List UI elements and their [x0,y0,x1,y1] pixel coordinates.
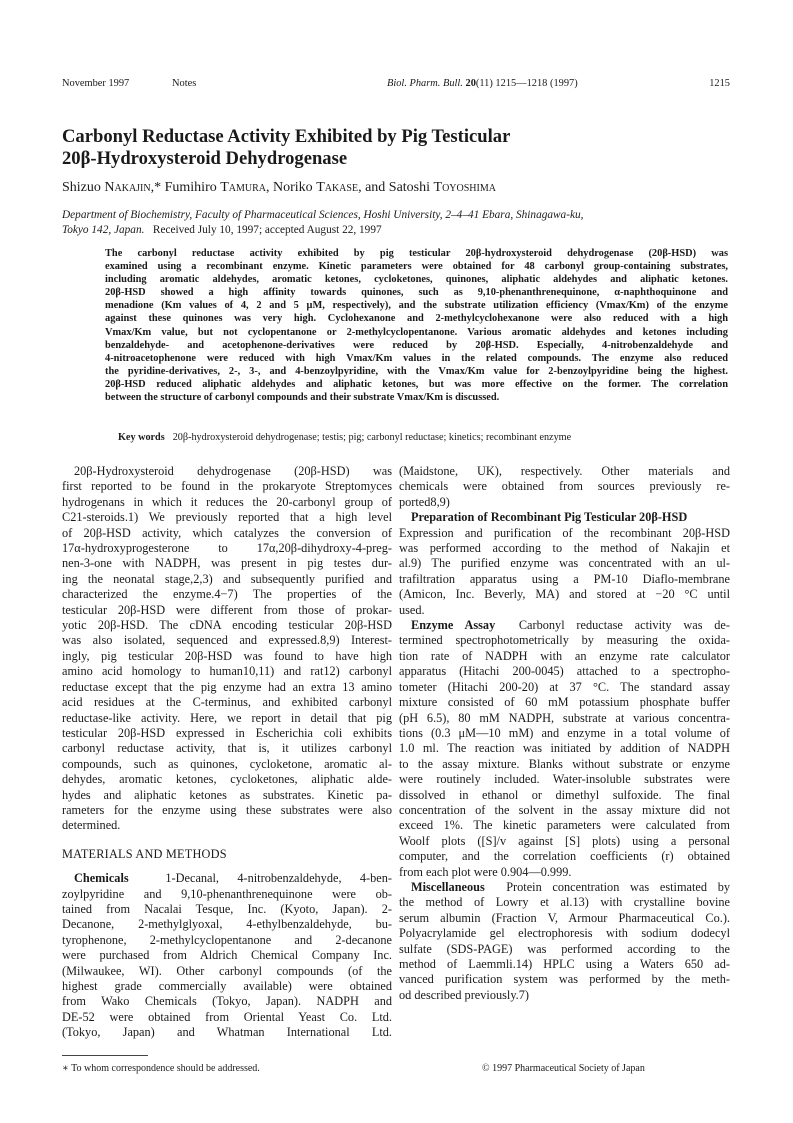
body-line: 1.0 ml. The reaction was initiated by addition of NADPH [399,741,730,756]
body-line: vanced purification system was performed by the meth- [399,972,730,987]
body-line: computer, and the correlation coefficients (r) obtained [399,849,730,864]
abstract-line: examined using a recombinant enzyme. Kinetic parameters were obtained for 48 carbonyl group-containing substrates, [105,261,728,273]
subsection-heading: Enzyme Assay [411,618,496,633]
abstract-line: between the structure of carbonyl compounds and their substrate Vmax/Km is discussed. [105,392,500,404]
running-head-section: Notes [172,78,197,89]
body-line: highest grade commercially available) were obtained [62,979,392,993]
body-line: to the assay mixture. Blanks without substrate or enzyme [399,756,730,771]
body-line: hydrogenans in which it reduces the 20-carbonyl group of [62,494,392,509]
abstract-line: Vmax/Km value, but not cyclopentanone or 2-methylcyclopentanone. Various aromatic aldehydes and ketones including [105,326,728,338]
body-line: dehydes, aromatic ketones, cycloketones, aliphatic alde- [62,772,392,787]
abstract-line: 4-nitroacetophenone were reduced with high Vmax/Km values in the related compounds. The enzyme also reduced [105,352,728,364]
body-line: zoylpyridine and 9,10-phenanthrenequinone were ob- [62,886,392,901]
body-line: termined spectrophotometrically by measuring the oxida- [399,633,730,648]
body-line: determined. [62,818,121,833]
body-line: acid residues at the C-terminus, and exhibited carbonyl [62,695,392,710]
subsection-heading: Chemicals [74,871,129,886]
body-line [399,618,730,633]
body-line: testicular 20β-HSD expressed in Escherichia coli exhibits [62,725,392,740]
body-line: tyrophenone, 2-methylcyclopentanone and 2-decanone [62,932,392,947]
author-family: Takase [316,180,359,195]
body-line: (Tokyo, Japan) and Whatman International Ltd. [62,1025,392,1040]
footnote-rule [62,1055,148,1056]
body-line: of 20β-HSD activity, which catalyzes the conversion of [62,525,392,540]
corresponding-mark: ,* [150,180,162,195]
body-line: (Amicon, Inc. Beverly, MA) and stored at −20 °C until [399,587,730,602]
body-line: first reported to be found in the prokaryote Streptomyces [62,479,392,494]
body-line: Expression and purification of the recombinant 20β-HSD [399,525,730,540]
body-line: 20β-Hydroxysteroid dehydrogenase (20β-HSD) was [74,464,392,478]
body-line: carbonyl reductase activity, that is, it utilizes carbonyl [62,741,392,756]
body-line: serum albumin (Fraction V, Armour Pharmaceutical Co.). [399,910,730,925]
affiliation-address: Department of Biochemistry, Faculty of Pharmaceutical Sciences, Hoshi University, 2–4–41 Ebara, Shinagawa-ku, [62,209,584,221]
body-line: nen-3-one with NADPH, was present in pig testes dur- [62,556,392,571]
body-line: characterized the enzyme.4−7) The properties of the [62,587,392,602]
body-line: method of Laemmli.14) HPLC using a Waters 650 ad- [399,957,730,971]
correspondence-footnote: ∗ To whom correspondence should be addressed. [62,1063,260,1074]
body-line-text: Protein concentration was estimated by [506,879,731,894]
body-line [399,880,730,895]
author-given: , and Satoshi [358,180,434,195]
body-line: exceed 1%. The kinetic parameters were calculated from [399,818,730,833]
subsection-heading: Miscellaneous [411,879,485,894]
affiliation-city: Tokyo 142, Japan. [62,223,145,236]
author-given: , Noriko [266,180,317,195]
affiliation [62,208,730,237]
body-line: yotic 20β-HSD. The cDNA encoding testicular 20β-HSD [62,618,392,633]
body-line: DE-52 were obtained from Oriental Yeast Co. Ltd. [62,1009,392,1024]
body-line: Woolf plots ([S]/v against [S] plots) using a personal [399,833,730,848]
author-list [62,180,730,196]
abstract-line: benzaldehyde- and acetophenone-derivatives were reduced by 20β-HSD. Especially, 4-nitrobenzaldehyde and [105,339,728,351]
journal-issue-pages: (11) 1215—1218 (1997) [475,78,578,89]
body-line: were routinely included. Water-insoluble substrates were [399,772,730,787]
running-head-journal [387,78,578,89]
journal-volume: 20 [465,78,476,89]
body-line: ported8,9) [399,494,450,509]
body-line: Polyacrylamide gel electrophoresis with sodium dodecyl [399,926,730,941]
author-given: Fumihiro [161,180,221,195]
body-line: testicular 20β-HSD were different from those of prokar- [62,602,392,617]
body-line: rameters for the enzyme using these substrates were also [62,802,392,817]
journal-name: Biol. Pharm. Bull. [387,78,463,89]
body-line: ing the neonatal stage,2,3) and subsequently purified and [62,571,392,586]
title-line: 20β-Hydroxysteroid Dehydrogenase [62,148,348,169]
body-line: hydes and aliphatic ketones as substrates. Kinetic pa- [62,787,392,802]
body-line: od described previously.7) [399,987,529,1002]
page-number: 1215 [709,78,730,89]
keywords-label: Key words [118,432,165,443]
body-line [62,871,392,886]
subsection-heading-line [399,510,730,525]
body-line-text: 1-Decanal, 4-nitrobenzaldehyde, 4-ben- [165,871,392,886]
body-line: concentration of the solvent in the assay mixture did not [399,802,730,817]
body-line: was also isolated, sequenced and expressed.8,9) Interest- [62,633,392,648]
body-line: reductase-like activity. Here, we report in detail that pig [62,710,392,725]
body-column-left [62,464,392,1041]
body-line: were purchased from Aldrich Chemical Company Inc. [62,948,392,963]
body-line: (pH 6.5), 80 mM NADPH, substrate at various concentra- [399,710,730,725]
abstract-line: 20β-HSD reduced aliphatic aldehydes and aliphatic ketones, but was more effective on the former. The correlation [105,378,728,390]
running-head-date: November 1997 [62,78,130,89]
body-line: the method of Lowry et al.13) with crystalline bovine [399,895,730,910]
section-heading: MATERIALS AND METHODS [62,846,227,861]
received-dates: Received July 10, 1997; accepted August 22, 1997 [152,223,382,236]
article-title [62,126,730,170]
body-line: compounds, such as quinones, cycloketone, aromatic al- [62,756,392,771]
body-line: sulfate (SDS-PAGE) was performed according to the [399,941,730,956]
body-line: tions (0.3 μM—10 mM) and enzyme in a total volume of [399,725,730,740]
author-family: Toyoshima [433,180,496,195]
title-line: Carbonyl Reductase Activity Exhibited by Pig Testicular [62,126,511,147]
body-line: Decanone, 2-methylglyoxal, 4-ethylbenzaldehyde, bu- [62,917,392,932]
body-line: reductase except that the pig enzyme had an extra 13 amino [62,679,392,694]
body-line: apparatus (Hitachi 200-0045) attached to a spectropho- [399,664,730,679]
body-line: from each plot were 0.904—0.999. [399,864,572,879]
body-line: ingly, pig testicular 20β-HSD was found to have high [62,648,392,663]
body-line: trafiltration apparatus using a PM-10 Diaflo-membrane [399,571,730,586]
abstract-line: The carbonyl reductase activity exhibited by pig testicular 20β-hydroxysteroid dehydrogenase (20β-HSD) was [105,248,728,259]
body-line: chemicals were obtained from sources previously re- [399,479,730,494]
abstract-line: the pyridine-derivatives, 2-, 3-, and 4-benzoylpyridine, with the Vmax/Km value for 2-benzoylpyridine being the highest. [105,365,728,377]
copyright-notice: © 1997 Pharmaceutical Society of Japan [482,1063,645,1074]
abstract [105,247,728,404]
body-line: was performed according to the method of Nakajin et [399,541,730,556]
body-line: tained from Nacalai Tesque, Inc. (Kyoto, Japan). 2- [62,901,392,916]
body-line: (Maidstone, UK), respectively. Other materials and [399,464,730,478]
body-line: mixture consisted of 60 mM potassium phosphate buffer [399,695,730,710]
author-given: Shizuo [62,180,105,195]
abstract-line: menadione (Km values of 4, 2 and 5 μM, respectively), and the substrate utilization efficiency (Vmax/Km) of the enzyme [105,300,728,312]
body-line: al.9) The purified enzyme was concentrated with an ul- [399,556,730,571]
author-family: Nakajin [104,180,151,195]
body-line: used. [399,602,425,617]
body-line: C21-steroids.1) We previously reported that a high level [62,510,392,525]
abstract-line: against these quinones was very high. Cyclohexanone and 2-methylcyclohexanone were also reduced with a high [105,313,728,325]
abstract-line: including aromatic aldehydes, aromatic ketones, cycloketones, quinones, aliphatic aldehydes and aliphatic ketones. [105,274,728,286]
body-line: 17α-hydroxyprogesterone to 17α,20β-dihydroxy-4-preg- [62,541,392,556]
subsection-heading: Preparation of Recombinant Pig Testicular 20β-HSD [411,510,688,525]
keywords-text: 20β-hydroxysteroid dehydrogenase; testis; pig; carbonyl reductase; kinetics; recombinant enzyme [172,432,572,443]
body-line: amino acid homology to human10,11) and rat12) carbonyl [62,664,392,679]
keywords [118,432,728,443]
author-family: Tamura [220,180,267,195]
body-line: from Wako Chemicals (Tokyo, Japan). NADPH and [62,994,392,1009]
running-head [62,78,730,92]
abstract-line: 20β-HSD showed a high affinity towards quinones, such as 9,10-phenanthrenequinone, α-naphthoquinone and [105,287,728,299]
body-line: tometer (Hitachi 200-20) at 37 °C. The standard assay [399,679,730,694]
body-line: (Milwaukee, WI). Other carbonyl compounds (of the [62,963,392,978]
body-line: dissolved in ethanol or dimethyl sulfoxide. The final [399,787,730,802]
body-column-right [399,464,730,1003]
body-line: tion rate of NADPH with an enzyme rate calculator [399,648,730,663]
body-line-text: Carbonyl reductase activity was de- [518,618,730,633]
